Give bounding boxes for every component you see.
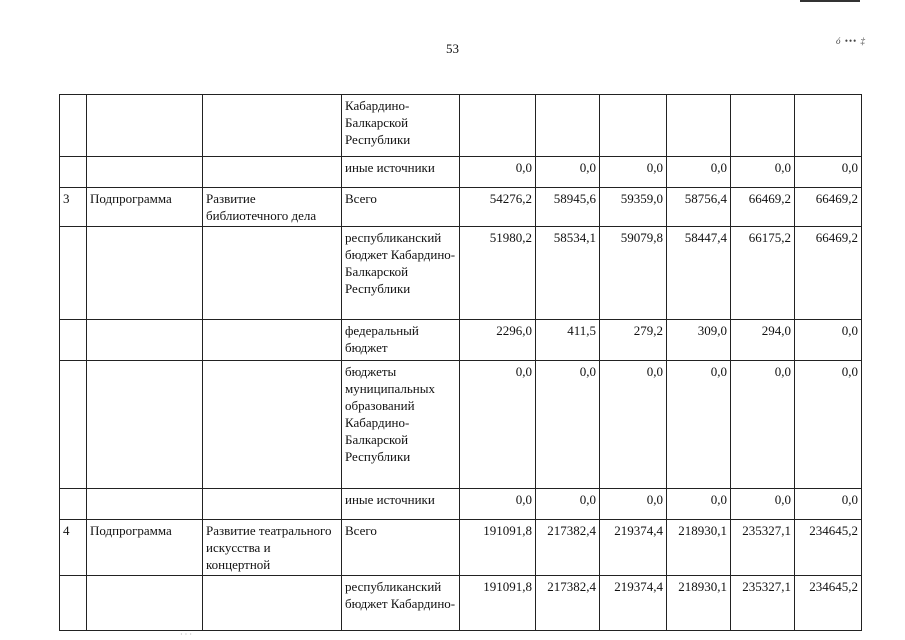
value-cell-year-6: 234645,2 bbox=[795, 576, 862, 631]
table-row bbox=[60, 227, 862, 320]
value-cell-year-5: 235327,1 bbox=[731, 520, 795, 576]
program-type-cell bbox=[87, 489, 203, 520]
table-row bbox=[60, 489, 862, 520]
funding-source-cell: иные источники bbox=[342, 489, 460, 520]
program-type-cell bbox=[87, 95, 203, 157]
row-number-cell bbox=[60, 157, 87, 188]
value-cell-year-6: 66469,2 bbox=[795, 188, 862, 227]
row-number-cell bbox=[60, 489, 87, 520]
value-cell-year-3 bbox=[600, 95, 667, 157]
row-number-cell bbox=[60, 95, 87, 157]
value-cell-year-1: 51980,2 bbox=[460, 227, 536, 320]
value-cell-year-1: 0,0 bbox=[460, 157, 536, 188]
program-type-cell: Подпрограмма bbox=[87, 520, 203, 576]
funding-source-cell: Всего bbox=[342, 520, 460, 576]
value-cell-year-5: 0,0 bbox=[731, 489, 795, 520]
value-cell-year-5 bbox=[731, 95, 795, 157]
program-name-cell: Развитие библиотечного дела bbox=[203, 188, 342, 227]
value-cell-year-4: 0,0 bbox=[667, 157, 731, 188]
funding-source-cell: Кабардино-Балкарской Республики bbox=[342, 95, 460, 157]
program-type-cell bbox=[87, 320, 203, 361]
value-cell-year-5: 66469,2 bbox=[731, 188, 795, 227]
funding-source-cell: бюджеты муниципальных образований Кабардино-Балкарской Республики bbox=[342, 361, 460, 489]
value-cell-year-4: 218930,1 bbox=[667, 576, 731, 631]
value-cell-year-3: 0,0 bbox=[600, 361, 667, 489]
table-row bbox=[60, 157, 862, 188]
program-type-cell: Подпрограмма bbox=[87, 188, 203, 227]
funding-source-cell: республиканский бюджет Кабардино-Балкарской Республики bbox=[342, 227, 460, 320]
funding-source-cell: Всего bbox=[342, 188, 460, 227]
table-row bbox=[60, 95, 862, 157]
program-name-cell bbox=[203, 95, 342, 157]
value-cell-year-3: 219374,4 bbox=[600, 520, 667, 576]
program-name-cell bbox=[203, 489, 342, 520]
value-cell-year-3: 0,0 bbox=[600, 157, 667, 188]
value-cell-year-4: 58447,4 bbox=[667, 227, 731, 320]
value-cell-year-2 bbox=[536, 95, 600, 157]
value-cell-year-2: 0,0 bbox=[536, 489, 600, 520]
value-cell-year-5: 235327,1 bbox=[731, 576, 795, 631]
budget-table-body bbox=[60, 95, 862, 631]
value-cell-year-1: 54276,2 bbox=[460, 188, 536, 227]
value-cell-year-1: 0,0 bbox=[460, 489, 536, 520]
table-row bbox=[60, 188, 862, 227]
table-row bbox=[60, 320, 862, 361]
value-cell-year-5: 66175,2 bbox=[731, 227, 795, 320]
value-cell-year-5: 294,0 bbox=[731, 320, 795, 361]
value-cell-year-5: 0,0 bbox=[731, 361, 795, 489]
value-cell-year-4 bbox=[667, 95, 731, 157]
program-name-cell bbox=[203, 320, 342, 361]
value-cell-year-2: 0,0 bbox=[536, 157, 600, 188]
value-cell-year-6 bbox=[795, 95, 862, 157]
scan-noise: · · · bbox=[180, 630, 192, 639]
value-cell-year-2: 217382,4 bbox=[536, 520, 600, 576]
table-row bbox=[60, 520, 862, 576]
program-name-cell bbox=[203, 157, 342, 188]
program-name-cell bbox=[203, 576, 342, 631]
program-type-cell bbox=[87, 227, 203, 320]
row-number-cell: 4 bbox=[60, 520, 87, 576]
row-number-cell: 3 bbox=[60, 188, 87, 227]
value-cell-year-1: 191091,8 bbox=[460, 576, 536, 631]
program-name-cell bbox=[203, 361, 342, 489]
value-cell-year-5: 0,0 bbox=[731, 157, 795, 188]
value-cell-year-4: 0,0 bbox=[667, 361, 731, 489]
value-cell-year-2: 0,0 bbox=[536, 361, 600, 489]
row-number-cell bbox=[60, 320, 87, 361]
funding-source-cell: иные источники bbox=[342, 157, 460, 188]
value-cell-year-6: 0,0 bbox=[795, 361, 862, 489]
table-row bbox=[60, 576, 862, 631]
program-name-cell bbox=[203, 227, 342, 320]
value-cell-year-6: 234645,2 bbox=[795, 520, 862, 576]
row-number-cell bbox=[60, 227, 87, 320]
program-type-cell bbox=[87, 576, 203, 631]
funding-source-cell: республиканский бюджет Кабардино- bbox=[342, 576, 460, 631]
program-type-cell bbox=[87, 361, 203, 489]
value-cell-year-1 bbox=[460, 95, 536, 157]
value-cell-year-2: 217382,4 bbox=[536, 576, 600, 631]
value-cell-year-4: 0,0 bbox=[667, 489, 731, 520]
program-type-cell bbox=[87, 157, 203, 188]
value-cell-year-2: 58534,1 bbox=[536, 227, 600, 320]
value-cell-year-3: 219374,4 bbox=[600, 576, 667, 631]
value-cell-year-4: 218930,1 bbox=[667, 520, 731, 576]
value-cell-year-6: 0,0 bbox=[795, 320, 862, 361]
row-number-cell bbox=[60, 361, 87, 489]
value-cell-year-4: 58756,4 bbox=[667, 188, 731, 227]
value-cell-year-3: 0,0 bbox=[600, 489, 667, 520]
budget-table bbox=[59, 94, 862, 631]
page-number: 53 bbox=[446, 41, 459, 56]
scan-edge-mark bbox=[800, 0, 860, 2]
value-cell-year-1: 2296,0 bbox=[460, 320, 536, 361]
value-cell-year-4: 309,0 bbox=[667, 320, 731, 361]
value-cell-year-2: 58945,6 bbox=[536, 188, 600, 227]
table-row bbox=[60, 361, 862, 489]
corner-handwritten-note: ó ••• ‡ bbox=[836, 36, 866, 46]
value-cell-year-6: 0,0 bbox=[795, 157, 862, 188]
value-cell-year-3: 59079,8 bbox=[600, 227, 667, 320]
value-cell-year-1: 191091,8 bbox=[460, 520, 536, 576]
value-cell-year-6: 0,0 bbox=[795, 489, 862, 520]
value-cell-year-2: 411,5 bbox=[536, 320, 600, 361]
value-cell-year-6: 66469,2 bbox=[795, 227, 862, 320]
value-cell-year-3: 59359,0 bbox=[600, 188, 667, 227]
value-cell-year-3: 279,2 bbox=[600, 320, 667, 361]
funding-source-cell: федеральный бюджет bbox=[342, 320, 460, 361]
row-number-cell bbox=[60, 576, 87, 631]
value-cell-year-1: 0,0 bbox=[460, 361, 536, 489]
program-name-cell: Развитие театрального искусства и концертной bbox=[203, 520, 342, 576]
